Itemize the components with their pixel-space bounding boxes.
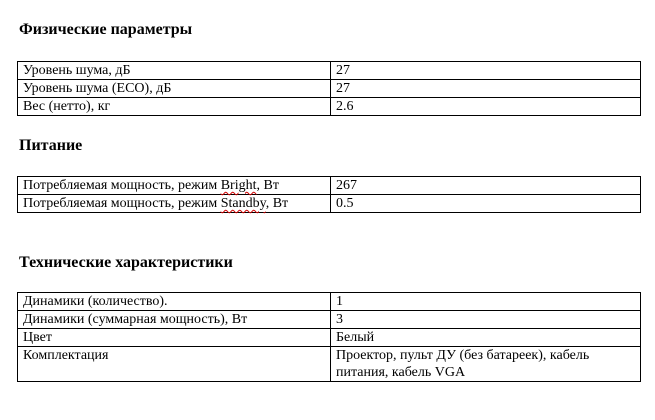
section-title-physical: Физические параметры xyxy=(19,21,193,38)
param-value: 3 xyxy=(331,311,641,329)
table-row xyxy=(18,80,641,98)
param-label: Динамики (количество). xyxy=(18,293,331,311)
table-row xyxy=(18,98,641,116)
param-value: 0.5 xyxy=(331,195,641,213)
param-value: Белый xyxy=(331,329,641,347)
section-title-power: Питание xyxy=(19,137,83,154)
label-text: , Вт xyxy=(256,178,279,193)
table-row xyxy=(18,293,641,311)
param-value: 27 xyxy=(331,62,641,80)
physical-params-table xyxy=(17,61,641,116)
label-text: Потребляемая мощность, режим xyxy=(23,196,221,211)
param-value: Проектор, пульт ДУ (без батареек), кабель питания, кабель VGA xyxy=(331,347,641,382)
param-label: Уровень шума (ECO), дБ xyxy=(18,80,331,98)
table-row xyxy=(18,62,641,80)
power-table xyxy=(17,176,641,213)
param-label: Цвет xyxy=(18,329,331,347)
param-label: Динамики (суммарная мощность), Вт xyxy=(18,311,331,329)
table-row xyxy=(18,347,641,382)
param-label: Уровень шума, дБ xyxy=(18,62,331,80)
spellcheck-marked-word: Bright xyxy=(220,178,257,193)
label-text: , Вт xyxy=(265,196,289,211)
label-text: Потребляемая мощность, режим xyxy=(23,178,221,193)
technical-specs-table xyxy=(17,292,641,382)
param-label: Вес (нетто), кг xyxy=(18,98,331,116)
spellcheck-marked-word: Standby xyxy=(220,196,266,211)
param-label xyxy=(18,195,331,213)
param-label xyxy=(18,177,331,195)
param-value: 2.6 xyxy=(331,98,641,116)
param-value: 27 xyxy=(331,80,641,98)
param-value: 267 xyxy=(331,177,641,195)
table-row xyxy=(18,311,641,329)
section-title-technical: Технические характеристики xyxy=(19,254,233,271)
param-label: Комплектация xyxy=(18,347,331,382)
table-row xyxy=(18,329,641,347)
param-value: 1 xyxy=(331,293,641,311)
table-row xyxy=(18,177,641,195)
table-row xyxy=(18,195,641,213)
